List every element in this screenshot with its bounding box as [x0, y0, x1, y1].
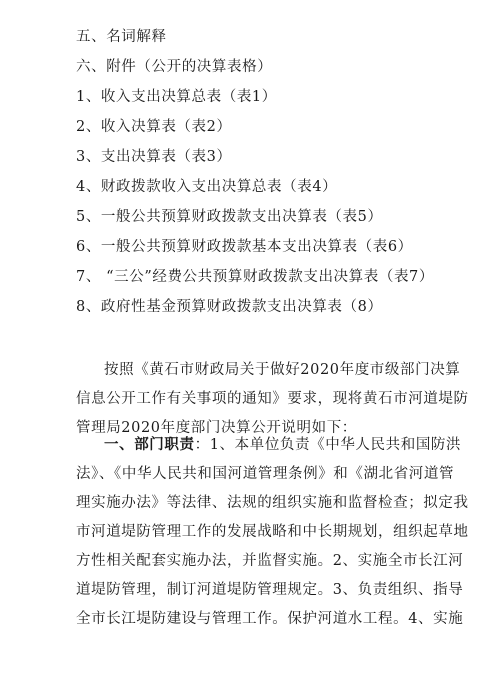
section-line: 法》、《中华人民共和国河道管理条例》和《湖北省河道管	[76, 466, 455, 482]
toc-item: 3、支出决算表（表3）	[76, 149, 232, 165]
table-of-contents	[76, 22, 476, 322]
section-line: 全市长江堤防建设与管理工作。保护河道水工程。4、实施	[76, 611, 464, 627]
toc-item: 五、名词解释	[76, 29, 167, 45]
section-line: 市河道堤防管理工作的发展战略和中长期规划，组织起草地	[76, 524, 469, 540]
intro-line: 信息公开工作有关事项的通知》要求，现将黄石市河道堤防	[76, 391, 469, 407]
toc-item: 4、财政拨款收入支出决算总表（表4）	[76, 179, 338, 195]
section-first-line	[76, 430, 462, 459]
toc-item: 2、收入决算表（表2）	[76, 119, 232, 135]
intro-line: 管理局2020年度部门决算公开说明如下：	[76, 420, 357, 436]
section-line: 方性相关配套实施办法，并监督实施。2、实施全市长江河	[76, 553, 464, 569]
toc-item: 7、 “三公”经费公共预算财政拨款支出决算表（表7）	[76, 269, 434, 285]
section-first-line-text: ：1、本单位负责《中华人民共和国防洪	[194, 437, 462, 453]
section-line: 理实施办法》等法律、法规的组织实施和监督检查；拟定我	[76, 495, 469, 511]
section-line: 道堤防管理，制订河道堤防管理规定。3、负责组织、指导	[76, 582, 464, 598]
toc-item: 1、收入支出决算总表（表1）	[76, 89, 277, 105]
toc-item: 六、附件（公开的决算表格）	[76, 59, 273, 75]
section-heading: 一、部门职责	[104, 436, 195, 453]
intro-line: 按照《黄石市财政局关于做好2020年度市级部门决算	[104, 362, 461, 378]
toc-item: 8、政府性基金预算财政拨款支出决算表（8）	[76, 299, 383, 315]
toc-item: 6、一般公共预算财政拨款基本支出决算表（表6）	[76, 239, 413, 255]
section-responsibilities	[76, 430, 469, 633]
toc-item: 5、一般公共预算财政拨款支出决算表（表5）	[76, 209, 383, 225]
